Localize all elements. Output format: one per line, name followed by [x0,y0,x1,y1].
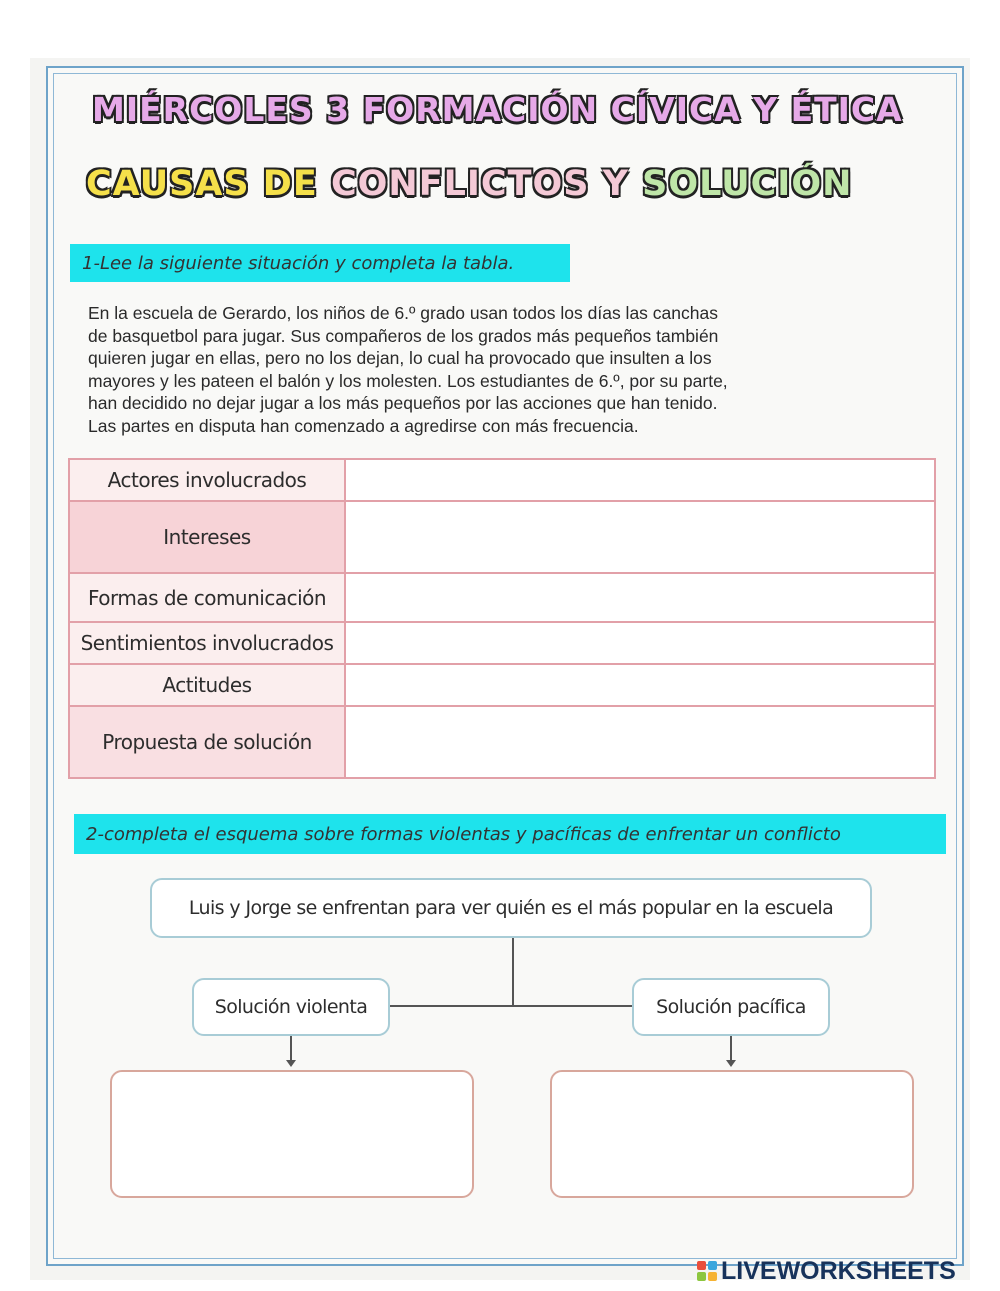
arrow-down-icon [286,1060,296,1067]
arrow-stem-peaceful [730,1036,732,1060]
liveworksheets-logo[interactable] [697,1256,956,1286]
table-row [69,622,935,664]
situation-passage [88,302,888,437]
logo-square [708,1261,717,1270]
violent-solution-box: Solución violenta [192,978,390,1036]
answer-cell-intereses[interactable] [345,501,935,573]
logo-square [697,1272,706,1281]
passage-line: Las partes en disputa han comenzado a agredirse con más frecuencia. [88,415,639,436]
passage-line: de basquetbol para jugar. Sus compañeros de los grados más pequeños también [88,325,719,346]
logo-brand-text: LIVEWORKSHEETS [721,1256,956,1285]
connector-horizontal [390,1005,632,1007]
logo-square [708,1272,717,1281]
peaceful-answer-box[interactable] [550,1070,914,1198]
row-label-actitudes: Actitudes [69,664,345,706]
arrow-down-icon [726,1060,736,1067]
table-row [69,459,935,501]
instruction-1-banner: 1-Lee la siguiente situación y completa la tabla. [70,244,570,282]
passage-line: En la escuela de Gerardo, los niños de 6.º grado usan todos los días las canchas [88,303,718,323]
answer-cell-sentimientos[interactable] [345,622,935,664]
answer-cell-formas-comunicacion[interactable] [345,573,935,622]
table-row [69,664,935,706]
situation-box: Luis y Jorge se enfrentan para ver quién es el más popular en la escuela [150,878,872,938]
table-row [69,573,935,622]
arrow-stem-violent [290,1036,292,1060]
answer-cell-propuesta-solucion[interactable] [345,706,935,778]
subtitle-part-conflictos: CONFLICTOS Y [330,164,629,204]
row-label-intereses: Intereses [69,501,345,573]
connector-vertical [512,938,514,1006]
passage-line: quieren jugar en ellas, pero no los dejan, lo cual ha provocado que insulten a los [88,348,712,368]
answer-cell-actores[interactable] [345,459,935,501]
row-label-actores: Actores involucrados [69,459,345,501]
page-subtitle [86,164,852,204]
subtitle-part-causas: CAUSAS DE [86,164,318,204]
passage-line: mayores y les pateen el balón y los molesten. Los estudiantes de 6.º, por su parte, [88,370,728,391]
instruction-2-banner: 2-completa el esquema sobre formas violentas y pacíficas de enfrentar un conflicto [74,814,946,854]
row-label-propuesta-solucion: Propuesta de solución [69,706,345,778]
row-label-sentimientos: Sentimientos involucrados [69,622,345,664]
answer-cell-actitudes[interactable] [345,664,935,706]
table-row [69,706,935,778]
conflict-analysis-table [68,458,936,779]
row-label-formas-comunicacion: Formas de comunicación [69,573,345,622]
violent-answer-box[interactable] [110,1070,474,1198]
subtitle-part-solucion: SOLUCIÓN [642,164,853,204]
table-row [69,501,935,573]
liveworksheets-logo-icon [697,1261,717,1281]
passage-line: han decidido no dejar jugar a los más pequeños por las acciones que han tenido. [88,393,718,413]
peaceful-solution-box: Solución pacífica [632,978,830,1036]
logo-square [697,1261,706,1270]
page-title: MIÉRCOLES 3 FORMACIÓN CÍVICA Y ÉTICA [92,90,903,129]
